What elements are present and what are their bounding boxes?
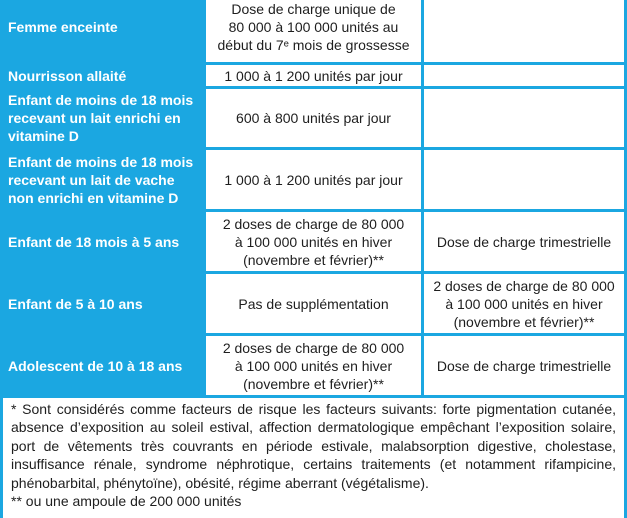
row-label: Adolescent de 10 à 18 ans [0, 336, 203, 398]
risk-dose-cell [421, 274, 627, 336]
dose-line: Pas de supplémentation [238, 295, 389, 312]
dose-line: (novembre et février)** [243, 251, 384, 268]
table-row [0, 336, 627, 398]
dose-line: à 100 000 unités en hiver [445, 295, 603, 312]
risk-dose-cell [421, 212, 627, 274]
row-label: Nourrisson allaité [0, 65, 203, 89]
dose-cell [203, 336, 421, 398]
dose-line: 2 doses de charge de 80 000 [222, 215, 405, 232]
footnote-ampoule: ** ou une ampoule de 200 000 unités [11, 493, 242, 510]
dose-line: (novembre et février)** [453, 313, 595, 330]
table-row [0, 65, 627, 89]
footnote-risk-factors: * Sont considérés comme facteurs de risque les facteurs suivants: forte pigmentation cutanée, absence d’exposition au soleil estival, affection dermatologique empêchant l’exposition solaire, port de vêtements très couvrants en période estivale, malabsorption digestive, cholestase, insuffisance rénale, syndrome néphrotique, certains traitements (et notamment rifampicine, phénobarbital, phénytoïne), obésité, régime aberrant (végétalisme). [11, 401, 616, 491]
row-label: Enfant de moins de 18 mois recevant un lait enrichi en vitamine D [0, 89, 203, 150]
table-row [0, 150, 627, 212]
dose-line: début du 7ᵉ mois de grossesse [217, 37, 410, 53]
dose-line: 1 000 à 1 200 unités par jour [224, 171, 403, 188]
dose-line: Dose de charge trimestrielle [436, 357, 612, 374]
row-label: Enfant de 18 mois à 5 ans [0, 212, 203, 274]
dose-cell [203, 89, 421, 150]
risk-dose-cell [421, 336, 627, 398]
dose-line: (novembre et février)** [243, 375, 384, 392]
risk-dose-cell [421, 89, 627, 150]
dose-cell [203, 65, 421, 89]
dose-line: 1 000 à 1 200 unités par jour [224, 67, 403, 84]
dose-cell [203, 274, 421, 336]
table-row [0, 212, 627, 274]
dose-cell [203, 0, 421, 65]
table-row [0, 89, 627, 150]
dose-cell [203, 212, 421, 274]
dose-line: à 100 000 unités en hiver [234, 233, 393, 250]
footnotes-box [0, 398, 627, 518]
row-label: Enfant de 5 à 10 ans [0, 274, 203, 336]
row-label: Enfant de moins de 18 mois recevant un lait de vache non enrichi en vitamine D [0, 150, 203, 212]
dose-line: Dose de charge unique de [231, 1, 396, 17]
dose-cell [203, 150, 421, 212]
table-row [0, 0, 627, 65]
risk-dose-cell [421, 150, 627, 212]
dose-line: 80 000 à 100 000 unités au [228, 19, 399, 35]
dose-line: 2 doses de charge de 80 000 [222, 339, 405, 356]
dose-line: Dose de charge trimestrielle [436, 233, 612, 250]
row-label: Femme enceinte [0, 0, 203, 65]
dose-line: à 100 000 unités en hiver [234, 357, 393, 374]
dose-line: 2 doses de charge de 80 000 [433, 277, 615, 294]
table-row [0, 274, 627, 336]
dose-line: 600 à 800 unités par jour [236, 110, 391, 126]
risk-dose-cell [421, 65, 627, 89]
risk-dose-cell [421, 0, 627, 65]
